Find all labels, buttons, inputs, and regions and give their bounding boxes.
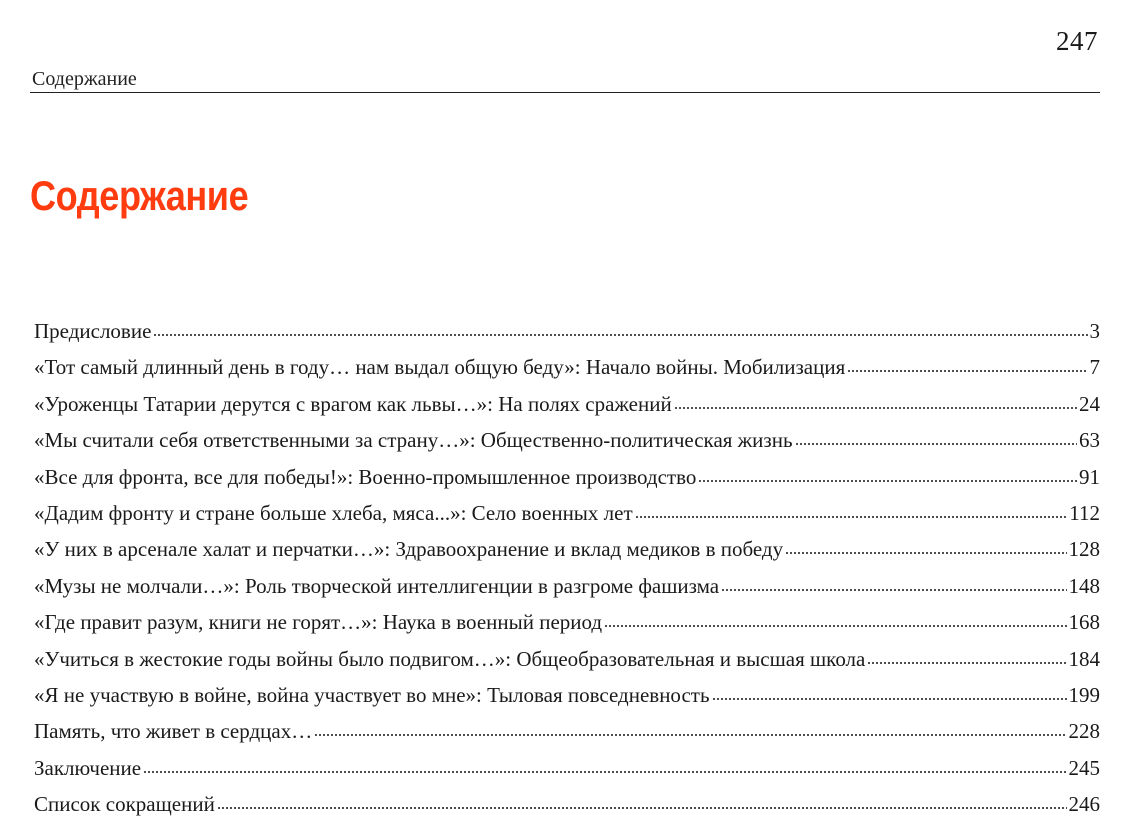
toc-entry-title: Заключение (34, 755, 142, 780)
dot-leader (604, 624, 1066, 628)
toc-entry-title: «Музы не молчали…»: Роль творческой интеллигенции в разгроме фашизма (34, 573, 720, 598)
toc-entry[interactable] (34, 459, 1100, 495)
toc-entry-title: «Я не участвую в войне, война участвует во мне»: Тыловая повседневность (34, 682, 710, 707)
toc-entry-title: Список сокращений (34, 792, 215, 817)
page-number: 247 (1056, 26, 1098, 56)
toc-entry-page: 246 (1068, 792, 1100, 817)
toc-entry[interactable] (34, 786, 1100, 822)
toc-entry[interactable] (34, 568, 1100, 604)
toc-entry[interactable] (34, 495, 1100, 531)
dot-leader (785, 551, 1066, 555)
toc-entry-page: 7 (1089, 355, 1100, 380)
header-rule (30, 92, 1100, 93)
toc-entry-page: 148 (1068, 573, 1100, 598)
toc-entry-page: 128 (1068, 537, 1100, 562)
toc-entry-title: «У них в арсенале халат и перчатки…»: Здравоохранение и вклад медиков в победу (34, 537, 784, 562)
toc-entry[interactable] (34, 386, 1100, 422)
toc-entry[interactable] (34, 349, 1100, 385)
running-head: Содержание (32, 68, 137, 90)
dot-leader (674, 406, 1077, 410)
toc-entry[interactable] (34, 604, 1100, 640)
toc-entry-page: 91 (1079, 464, 1100, 489)
toc-entry-page: 228 (1068, 719, 1100, 744)
toc-entry-title: «Мы считали себя ответственными за страну…»: Общественно-политическая жизнь (34, 428, 793, 453)
toc-entry-title: «Уроженцы Татарии дерутся с врагом как львы…»: На полях сражений (34, 391, 672, 416)
dot-leader (795, 442, 1077, 446)
toc-entry[interactable] (34, 641, 1100, 677)
toc-entry-title: Предисловие (34, 319, 152, 343)
toc-entry-page: 184 (1068, 646, 1100, 671)
toc-entry[interactable] (34, 677, 1100, 713)
toc-entry[interactable] (34, 313, 1100, 349)
toc-entry-title: «Учиться в жестокие годы войны было подвигом…»: Общеобразовательная и высшая школа (34, 646, 866, 671)
toc-entry-title: «Все для фронта, все для победы!»: Военно-промышленное производство (34, 464, 697, 489)
dot-leader (143, 770, 1066, 774)
toc-entry-page: 24 (1079, 391, 1100, 416)
toc-entry[interactable] (34, 531, 1100, 567)
table-of-contents (34, 313, 1100, 822)
dot-leader (153, 333, 1087, 337)
dot-leader (314, 733, 1066, 737)
toc-entry-title: Память, что живет в сердцах… (34, 719, 313, 744)
dot-leader (217, 806, 1067, 810)
toc-entry[interactable] (34, 750, 1100, 786)
dot-leader (712, 697, 1067, 701)
dot-leader (847, 369, 1087, 373)
dot-leader (698, 479, 1077, 483)
toc-entry-title: «Где правит разум, книги не горят…»: Наука в военный период (34, 610, 603, 635)
toc-entry[interactable] (34, 422, 1100, 458)
dot-leader (635, 515, 1068, 519)
page-title: Содержание (30, 172, 249, 219)
toc-entry-page: 245 (1068, 755, 1100, 780)
dot-leader (867, 661, 1066, 665)
toc-entry-page: 112 (1069, 500, 1100, 525)
toc-entry-page: 168 (1068, 610, 1100, 635)
dot-leader (721, 588, 1066, 592)
toc-entry-page: 3 (1089, 319, 1100, 343)
toc-entry-page: 63 (1079, 428, 1100, 453)
toc-entry-title: «Тот самый длинный день в году… нам выдал общую беду»: Начало войны. Мобилизация (34, 355, 846, 380)
toc-entry[interactable] (34, 713, 1100, 749)
toc-entry-title: «Дадим фронту и стране больше хлеба, мяса...»: Село военных лет (34, 500, 633, 525)
toc-entry-page: 199 (1068, 682, 1100, 707)
